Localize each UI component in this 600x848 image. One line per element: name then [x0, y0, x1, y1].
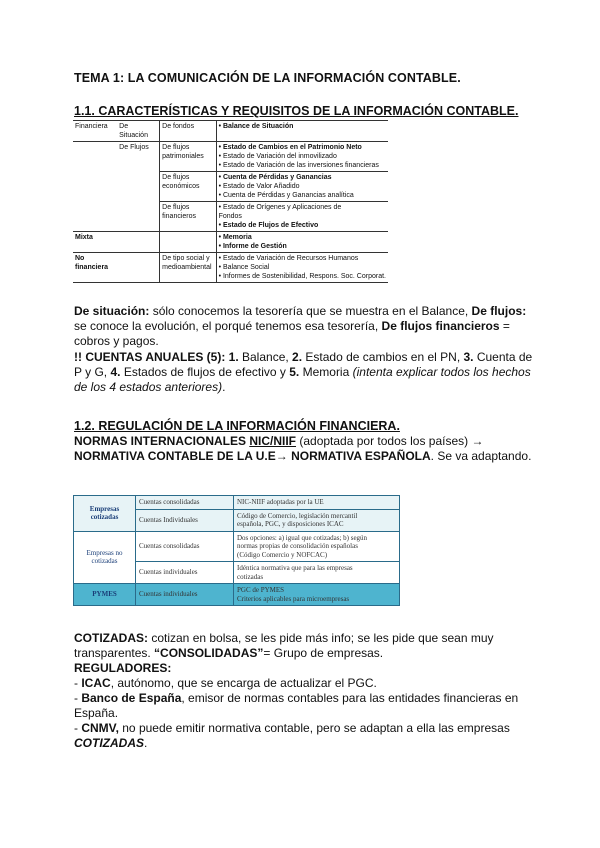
list-item: - CNMV, no puede emitir normativa contable, pero se adaptan a ella las empresas COTIZADAS. [74, 721, 510, 750]
cell-mixta: Mixta [75, 234, 93, 241]
section-heading-1-2: 1.2. REGULACIÓN DE LA INFORMACIÓN FINANCIERA. [74, 419, 400, 433]
cell-no-financiera: No financiera [75, 255, 109, 271]
cell-empresas-no-cotizadas: Empresas no cotizadas [74, 531, 136, 584]
cell-flujos-financieros: De flujos financieros [160, 202, 216, 232]
information-types-table [73, 120, 388, 283]
cell-flujos-economicos: De flujos económicos [160, 172, 216, 202]
list-mixta: • Memoria • Informe de Gestión [218, 234, 287, 250]
list-no-financiera: • Estado de Variación de Recursos Humanos • Balance Social • Informes de Sostenibilidad, Respons. Soc. Corporat. [218, 255, 386, 280]
paragraph-tipos-informacion: De situación: sólo conocemos la tesorería que se muestra en el Balance, De flujos: se conoce la evolución, el porqué tenemos esa tesorería, De flujos financieros = cobros y pagos. [74, 304, 527, 348]
paragraph-cuentas-anuales: !! CUENTAS ANUALES (5): 1. Balance, 2. Estado de cambios en el PN, 3. Cuenta de P y G, 4. Estados de flujos de efectivo y 5. Memoria (intenta explicar todos los hechos de los 4 estados anteriores). [74, 350, 533, 394]
page-title: TEMA 1: LA COMUNICACIÓN DE LA INFORMACIÓN CONTABLE. [74, 71, 461, 85]
cell-financiera: Financiera [73, 121, 117, 142]
cell-tipo-social: De tipo social y medioambiental [160, 253, 216, 283]
list-item: - ICAC, autónomo, que se encarga de actualizar el PGC. [74, 676, 377, 690]
cell-de-flujos: De Flujos [117, 142, 159, 172]
cell-de-situacion: De Situación [117, 121, 159, 142]
section-heading-1-1: 1.1. CARACTERÍSTICAS Y REQUISITOS DE LA INFORMACIÓN CONTABLE. [74, 104, 519, 118]
cell-balance: • Balance de Situación [218, 123, 294, 130]
cell-empresas-cotizadas: Empresas cotizadas [74, 496, 136, 532]
cell-pymes: PYMES [74, 584, 136, 606]
cell-de-fondos: De fondos [160, 121, 216, 142]
cell-flujos-patrimoniales: De flujos patrimoniales [160, 142, 216, 172]
list-flujos-financieros: • Estado de Orígenes y Aplicaciones de Fondos • Estado de Flujos de Efectivo [218, 204, 342, 229]
regulation-table: Empresas cotizadas Cuentas consolidadas NIC-NIIF adoptadas por la UE Cuentas Individuales Código de Comercio, legislación mercantil española, PGC, y disposiciones ICAC Empresas no cotizadas Cuentas consolidadas Dos opciones: a) igual que cotizadas; b) según normas propias de consolidación españolas (Código Comercio y NOFCAC) Cuentas individuales Idéntica normativa que para las empresas cotizadas PYMES Cuentas individuales PGC de PYMES Criterios aplicables para microempresas [73, 495, 400, 606]
list-item: - Banco de España, emisor de normas contables para las entidades financieras en España. [74, 691, 519, 720]
paragraph-reguladores: COTIZADAS: cotizan en bolsa, se les pide más info; se les pide que sean muy transparentes. “CONSOLIDADAS”= Grupo de empresas. REGULADORES: - ICAC, autónomo, que se encarga de actualizar el PGC. - Banco de España, emisor de normas contables para las entidades financieras en España. - CNMV, no puede emitir normativa contable, pero se adaptan a ella las empresas COTIZADAS. [74, 631, 534, 751]
paragraph-normas: NORMAS INTERNACIONALES NIC/NIIF (adoptada por todos los países) → NORMATIVA CONTABLE DE LA U.E→ NORMATIVA ESPAÑOLA. Se va adaptando. [74, 434, 532, 463]
list-flujos-patrimoniales: • Estado de Cambios en el Patrimonio Neto • Estado de Variación del inmovilizado • Estado de Variación de las inversiones financieras [218, 144, 379, 169]
list-flujos-economicos: • Cuenta de Pérdidas y Ganancias • Estado de Valor Añadido • Cuenta de Pérdidas y Ganancias analítica [218, 174, 354, 199]
